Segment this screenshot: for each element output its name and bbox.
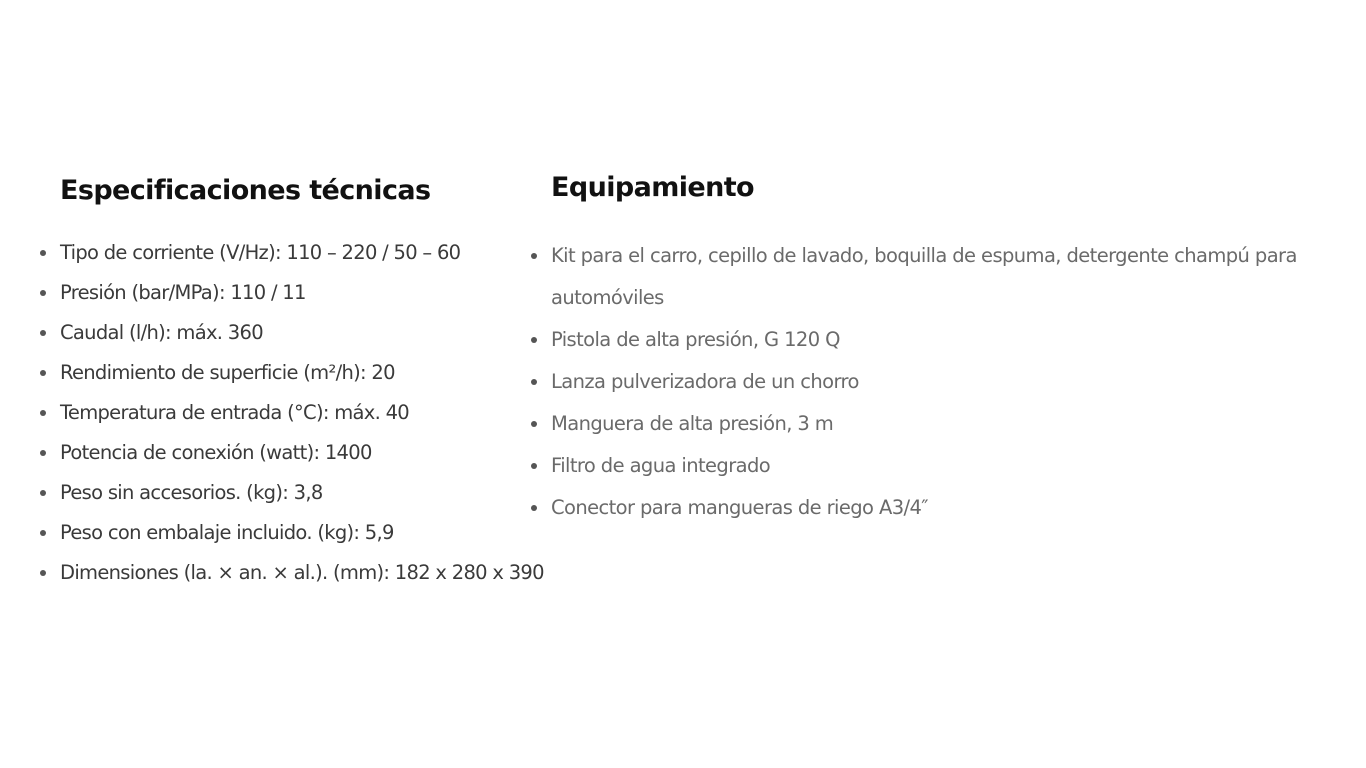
equipment-item-hose: Manguera de alta presión, 3 m xyxy=(551,403,1341,445)
spec-item-flow-rate: Caudal (l/h): máx. 360 xyxy=(60,313,540,353)
equipment-item-trigger-gun: Pistola de alta presión, G 120 Q xyxy=(551,319,1341,361)
spec-item-weight-without-accessories: Peso sin accesorios. (kg): 3,8 xyxy=(60,473,540,513)
spec-item-area-performance: Rendimiento de superficie (m²/h): 20 xyxy=(60,353,540,393)
spec-item-weight-with-packaging: Peso con embalaje incluido. (kg): 5,9 xyxy=(60,513,540,553)
equipment-item-car-kit: Kit para el carro, cepillo de lavado, boquilla de espuma, detergente champú para automóviles xyxy=(551,235,1331,319)
specifications-heading: Especificaciones técnicas xyxy=(60,175,431,206)
spec-item-current: Tipo de corriente (V/Hz): 110 – 220 / 50 – 60 xyxy=(60,233,540,273)
technical-specifications-section xyxy=(60,172,544,593)
equipment-item-spray-lance: Lanza pulverizadora de un chorro xyxy=(551,361,1341,403)
spec-item-inlet-temperature: Temperatura de entrada (°C): máx. 40 xyxy=(60,393,540,433)
specifications-list xyxy=(60,233,544,593)
equipment-item-hose-connector: Conector para mangueras de riego A3/4″ xyxy=(551,487,1341,529)
spec-item-connected-power: Potencia de conexión (watt): 1400 xyxy=(60,433,540,473)
equipment-section xyxy=(551,169,1351,529)
equipment-item-water-filter: Filtro de agua integrado xyxy=(551,445,1341,487)
spec-item-pressure: Presión (bar/MPa): 110 / 11 xyxy=(60,273,540,313)
equipment-heading: Equipamiento xyxy=(551,172,754,203)
equipment-list xyxy=(551,235,1341,529)
spec-item-dimensions: Dimensiones (la. × an. × al.). (mm): 182 x 280 x 390 xyxy=(60,553,540,593)
